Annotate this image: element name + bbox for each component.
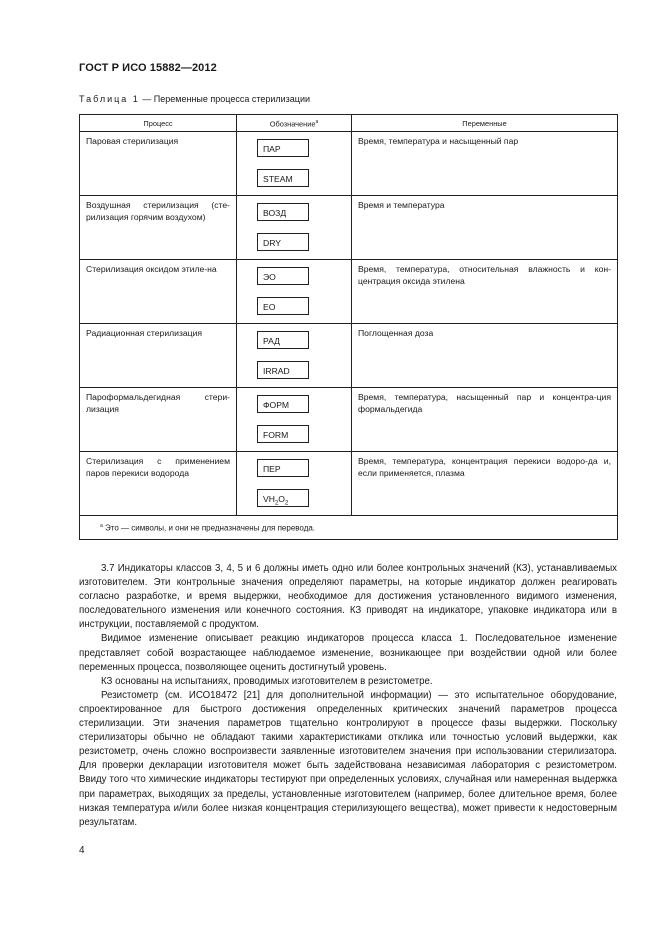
paragraph: Резистометр (см. ИСО18472 [21] для дополнительной информации) — это испытательное оборудование, спроектированное для быстрого достижения определенных критических значений параметров процесса стерилизации. Эти значения параметров тщательно контролируют в процессе фазы выдержки. Поскольку стерилизаторы обычно не обладают такими характеристиками отклика или точностью условий выдержки, как резистометр, очень сложно воспроизвести заявленные изготовителем значения при использовании стерилизатора. Для проверки декларации изготовителя может быть задействована независимая лаборатория с резистометром. Ввиду того что химические индикаторы тестируют при определенных условиях, случайная или намеренная выдержка при параметрах, выходящих за пределы, установленные изготовителем (например, более длительное время, более низкая температура и/или более низкая концентрация стерилизующего вещества), может привести к недостоверным результатам. [79, 689, 617, 828]
header-symbol [237, 115, 352, 132]
process-cell: Стерилизация оксидом этиле-на [80, 260, 237, 324]
symbol-box: ПЕР [257, 459, 309, 477]
symbol-box-vh2o2 [257, 489, 309, 507]
table-caption-label: Таблица 1 [79, 94, 140, 104]
variables-cell: Время и температура [352, 196, 618, 260]
symbol-cell [237, 196, 352, 260]
table-row [80, 452, 618, 516]
symbol-cell [237, 132, 352, 196]
symbol-box: ФОРМ [257, 395, 309, 413]
symbol-cell [237, 260, 352, 324]
formula-subscript: 2 [284, 500, 289, 507]
symbol-box: DRY [257, 233, 309, 251]
header-variables: Переменные [352, 115, 618, 132]
page-number: 4 [79, 845, 85, 856]
variables-cell: Время, температура, концентрация перекиси водоро-да и, если применяется, плазма [352, 452, 618, 516]
footnote-text: Это — символы, и они не предназначены для перевода. [102, 523, 316, 533]
table-row [80, 132, 618, 196]
table-row [80, 196, 618, 260]
sterilization-variables-table [79, 114, 618, 540]
process-cell: Воздушная стерилизация (сте-рилизация горячим воздухом) [80, 196, 237, 260]
variables-cell: Время, температура и насыщенный пар [352, 132, 618, 196]
symbol-cell [237, 388, 352, 452]
document-header: ГОСТ Р ИСО 15882—2012 [79, 62, 217, 74]
header-symbol-footnote-mark: а [315, 119, 319, 126]
paragraph: КЗ основаны на испытаниях, проводимых изготовителем в резистометре. [101, 675, 433, 687]
variables-cell: Поглощенная доза [352, 324, 618, 388]
symbol-box: ВОЗД [257, 203, 309, 221]
paragraph: Видимое изменение описывает реакцию индикаторов процесса класса 1. Последовательное изменение представляет собой возрастающее наблюдаемое изменение, возникающее при воздействии одной или более переменных процесса, позволяющее оценить достигнутый уровень. [79, 633, 617, 673]
formula-subscript: 2 [274, 500, 279, 507]
variables-cell: Время, температура, насыщенный пар и концентра-ция формальдегида [352, 388, 618, 452]
process-cell: Паровая стерилизация [80, 132, 237, 196]
table-footnote-row [80, 516, 618, 540]
table-header-row [80, 115, 618, 132]
formula-part: VH [263, 494, 275, 504]
body-text [79, 562, 617, 830]
variables-cell: Время, температура, относительная влажность и кон-центрация оксида этилена [352, 260, 618, 324]
symbol-box: STEAM [257, 169, 309, 187]
table-footnote [80, 516, 618, 540]
footnote-mark: а [100, 523, 103, 529]
header-process: Процесс [80, 115, 237, 132]
process-cell: Радиационная стерилизация [80, 324, 237, 388]
symbol-box: EO [257, 297, 309, 315]
paragraph: 3.7 Индикаторы классов 3, 4, 5 и 6 должны иметь одно или более контрольных значений (КЗ), устанавливаемых изготовителем. Эти контрольные значения определяют параметры, на которые индикатор должен реагировать согласно разработке, и время выдержки, необходимое для достижения установленного видимого изменения, последовательного изменения или конечного состояния. КЗ приводят на индикаторе, упаковке индикатора или в инструкции, поставляемой с продуктом. [79, 563, 617, 631]
symbol-box: РАД [257, 331, 309, 349]
table-caption [79, 94, 310, 104]
symbol-box: FORM [257, 425, 309, 443]
process-cell: Стерилизация с применением паров перекиси водорода [80, 452, 237, 516]
table-row [80, 260, 618, 324]
symbol-cell [237, 324, 352, 388]
table-row [80, 388, 618, 452]
symbol-box: ЭО [257, 267, 309, 285]
table-caption-text: — Переменные процесса стерилизации [139, 94, 311, 104]
table-row [80, 324, 618, 388]
symbol-box: IRRAD [257, 361, 309, 379]
formula-part: O [278, 494, 285, 504]
header-symbol-label: Обозначение [269, 119, 316, 129]
process-cell: Пароформальдегидная стери-лизация [80, 388, 237, 452]
symbol-box: ПАР [257, 139, 309, 157]
symbol-cell [237, 452, 352, 516]
